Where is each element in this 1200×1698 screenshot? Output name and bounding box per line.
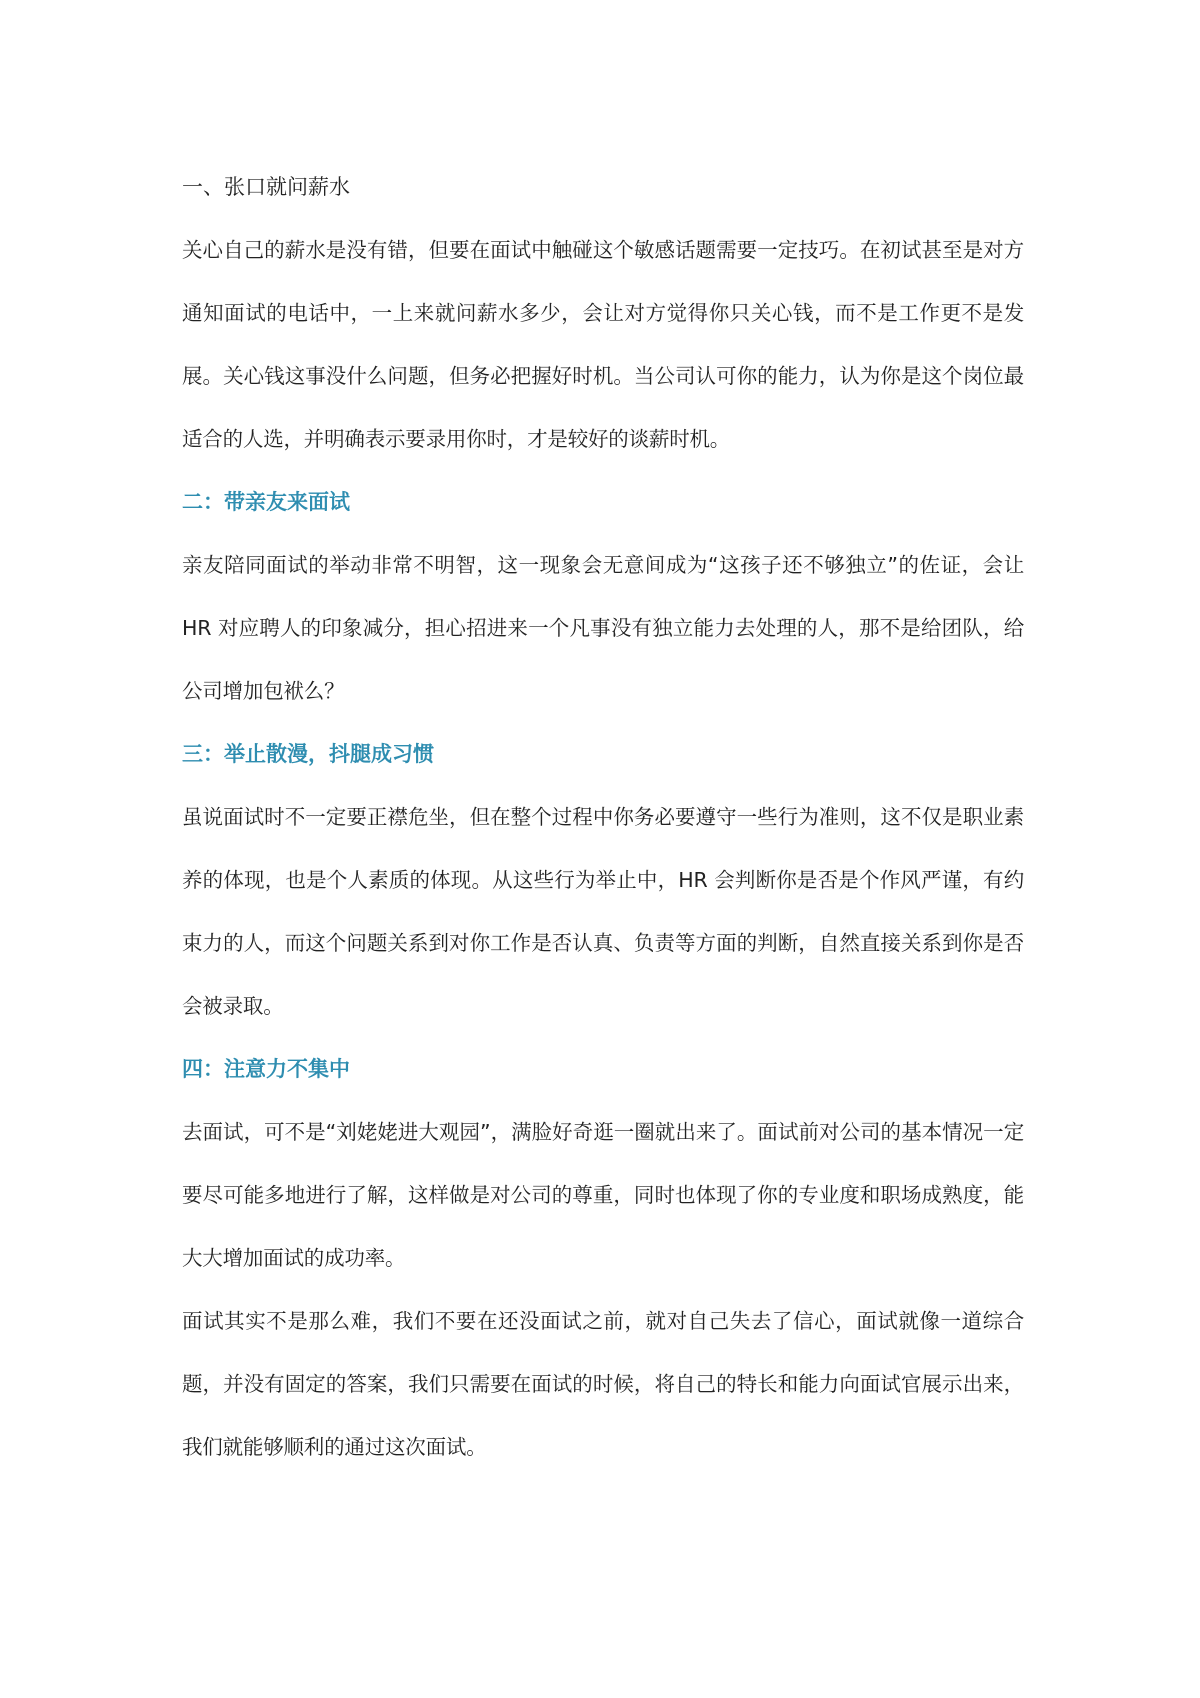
section-heading-salary: 一、张口就问薪水 (182, 175, 350, 199)
section-body-relatives: 亲友陪同面试的举动非常不明智，这一现象会无意间成为“这孩子还不够独立”的佐证，会让 HR 对应聘人的印象减分，担心招进来一个凡事没有独立能力去处理的人，那不是给团队，给公司增加包袱么？ (182, 553, 1024, 703)
section-heading-attention: 四：注意力不集中 (182, 1057, 350, 1081)
section-body-salary: 关心自己的薪水是没有错，但要在面试中触碰这个敏感话题需要一定技巧。在初试甚至是对方通知面试的电话中，一上来就问薪水多少，会让对方觉得你只关心钱，而不是工作更不是发展。关心钱这事没什么问题，但务必把握好时机。当公司认可你的能力，认为你是这个岗位最适合的人选，并明确表示要录用你时，才是较好的谈薪时机。 (182, 238, 1024, 451)
section-body-behavior: 虽说面试时不一定要正襟危坐，但在整个过程中你务必要遵守一些行为准则，这不仅是职业素养的体现，也是个人素质的体现。从这些行为举止中，HR 会判断你是否是个作风严谨，有约束力的人，而这个问题关系到对你工作是否认真、负责等方面的判断，自然直接关系到你是否会被录取。 (182, 805, 1024, 1018)
section-heading-behavior: 三：举止散漫，抖腿成习惯 (182, 742, 434, 766)
document-content (182, 156, 1024, 1479)
section-body-attention: 去面试，可不是“刘姥姥进大观园”，满脸好奇逛一圈就出来了。面试前对公司的基本情况一定要尽可能多地进行了解，这样做是对公司的尊重，同时也体现了你的专业度和职场成熟度，能大大增加面试的成功率。 (182, 1120, 1024, 1270)
conclusion-paragraph: 面试其实不是那么难，我们不要在还没面试之前，就对自己失去了信心，面试就像一道综合题，并没有固定的答案，我们只需要在面试的时候，将自己的特长和能力向面试官展示出来，我们就能够顺利的通过这次面试。 (182, 1309, 1024, 1459)
section-heading-relatives: 二：带亲友来面试 (182, 490, 350, 514)
